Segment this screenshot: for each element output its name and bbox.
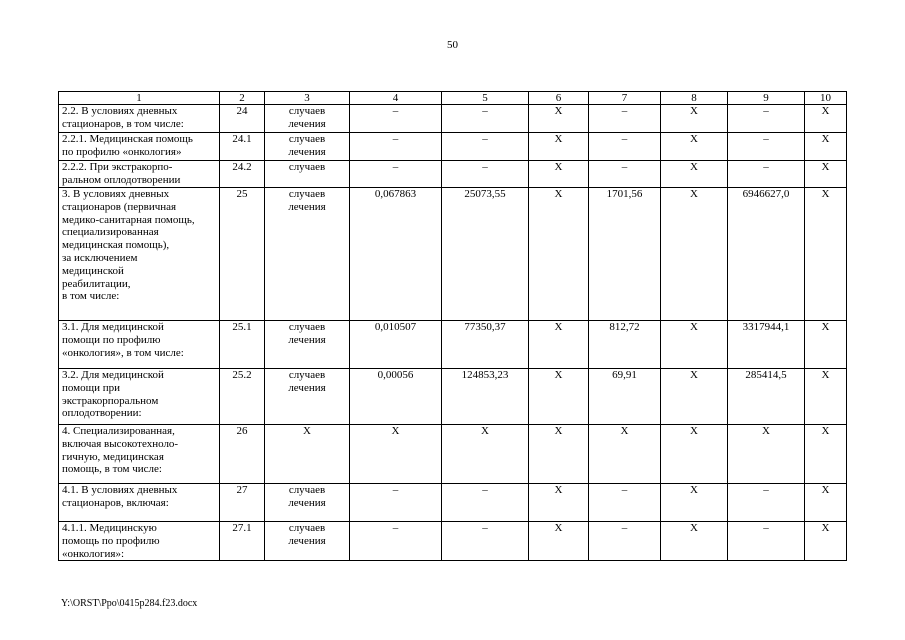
row-value-col10-cell: Х bbox=[805, 105, 847, 133]
row-value-col8-cell: Х bbox=[661, 105, 728, 133]
row-unit-cell bbox=[265, 425, 350, 484]
row-name-line: по профилю «онкология» bbox=[62, 145, 182, 158]
row-value-col8-cell: Х bbox=[661, 133, 728, 161]
column-number-2: 2 bbox=[220, 92, 265, 105]
row-name-cell bbox=[59, 522, 220, 561]
row-value-col4-cell: – bbox=[350, 161, 442, 188]
row-value-col6-cell: Х bbox=[529, 188, 589, 321]
row-code-cell: 24.2 bbox=[220, 161, 265, 188]
row-value-col6-cell: Х bbox=[529, 161, 589, 188]
row-value-col10-cell: Х bbox=[805, 161, 847, 188]
column-number-6: 6 bbox=[529, 92, 589, 105]
row-code-cell: 27.1 bbox=[220, 522, 265, 561]
row-code-cell: 24 bbox=[220, 105, 265, 133]
row-value-col7-cell: – bbox=[589, 522, 661, 561]
row-unit-cell bbox=[265, 161, 350, 188]
row-value-col10-cell: Х bbox=[805, 188, 847, 321]
row-name-line: помощи по профилю bbox=[62, 333, 161, 346]
row-name-cell bbox=[59, 484, 220, 522]
row-code-cell: 25.1 bbox=[220, 321, 265, 369]
row-unit-cell bbox=[265, 105, 350, 133]
row-name-line: 4. Специализированная, bbox=[62, 425, 175, 437]
row-unit-line: случаев bbox=[288, 484, 326, 496]
row-name-cell bbox=[59, 133, 220, 161]
row-value-col6-cell: Х bbox=[529, 133, 589, 161]
row-unit-cell bbox=[265, 188, 350, 321]
row-value-col4-cell: – bbox=[350, 484, 442, 522]
row-value-col8-cell: Х bbox=[661, 321, 728, 369]
row-name-line: медицинской bbox=[62, 264, 124, 277]
row-value-col9-cell: Х bbox=[728, 425, 805, 484]
row-name-line: помощи при bbox=[62, 381, 121, 394]
row-value-col6-cell: Х bbox=[529, 105, 589, 133]
row-unit-cell bbox=[265, 369, 350, 425]
row-value-col9-cell: 6946627,0 bbox=[728, 188, 805, 321]
row-value-col7-cell: Х bbox=[589, 425, 661, 484]
row-name-line: 4.1.1. Медицинскую bbox=[62, 522, 157, 534]
column-number-10: 10 bbox=[805, 92, 847, 105]
row-name-line: 3.2. Для медицинской bbox=[62, 369, 164, 381]
table-row bbox=[59, 522, 847, 561]
row-name-line: стационаров, в том числе: bbox=[62, 117, 184, 130]
row-unit-cell bbox=[265, 133, 350, 161]
column-number-5: 5 bbox=[442, 92, 529, 105]
row-value-col9-cell: – bbox=[728, 133, 805, 161]
row-name-line: медицинская помощь), bbox=[62, 239, 170, 252]
row-value-col9-cell: – bbox=[728, 484, 805, 522]
column-number-4: 4 bbox=[350, 92, 442, 105]
row-value-col10-cell: Х bbox=[805, 321, 847, 369]
page-number: 50 bbox=[447, 39, 458, 51]
column-number-3: 3 bbox=[265, 92, 350, 105]
row-value-col4-cell: – bbox=[350, 105, 442, 133]
table-row bbox=[59, 425, 847, 484]
row-value-col4-cell: – bbox=[350, 522, 442, 561]
table-body bbox=[59, 105, 847, 561]
row-unit-line: случаев bbox=[288, 133, 326, 145]
row-value-col8-cell: Х bbox=[661, 522, 728, 561]
row-unit-line: случаев bbox=[288, 321, 326, 333]
row-name-line: 2.2.1. Медицинская помощь bbox=[62, 133, 193, 145]
row-unit-cell bbox=[265, 522, 350, 561]
row-value-col5-cell: – bbox=[442, 105, 529, 133]
row-value-col7-cell: – bbox=[589, 133, 661, 161]
row-value-col7-cell: 69,91 bbox=[589, 369, 661, 425]
row-name-line: 2.2.2. При экстракорпо- bbox=[62, 161, 173, 173]
row-unit-line: случаев bbox=[288, 522, 326, 534]
column-number-9: 9 bbox=[728, 92, 805, 105]
row-value-col5-cell: – bbox=[442, 522, 529, 561]
row-value-col4-cell: 0,067863 bbox=[350, 188, 442, 321]
row-name-cell bbox=[59, 188, 220, 321]
row-unit-cell bbox=[265, 484, 350, 522]
row-value-col5-cell: – bbox=[442, 133, 529, 161]
table-row bbox=[59, 133, 847, 161]
table-row bbox=[59, 321, 847, 369]
row-name-cell bbox=[59, 161, 220, 188]
row-name-line: «онкология»: bbox=[62, 547, 125, 560]
table-row bbox=[59, 484, 847, 522]
row-name-line: стационаров, включая: bbox=[62, 496, 169, 509]
row-unit-line: лечения bbox=[288, 496, 326, 509]
row-unit-line: лечения bbox=[288, 534, 326, 547]
row-name-line: 2.2. В условиях дневных bbox=[62, 105, 178, 117]
row-name-line: медико-санитарная помощь, bbox=[62, 213, 195, 226]
row-code-cell: 24.1 bbox=[220, 133, 265, 161]
row-value-col6-cell: Х bbox=[529, 321, 589, 369]
row-value-col9-cell: – bbox=[728, 522, 805, 561]
document-file-path: Y:\ORST\Ppo\0415p284.f23.docx bbox=[61, 598, 198, 609]
row-name-cell bbox=[59, 369, 220, 425]
row-name-line: стационаров (первичная bbox=[62, 200, 177, 213]
row-value-col4-cell: 0,00056 bbox=[350, 369, 442, 425]
row-value-col5-cell: 77350,37 bbox=[442, 321, 529, 369]
row-unit-line: лечения bbox=[288, 200, 326, 213]
row-code-cell: 26 bbox=[220, 425, 265, 484]
row-value-col4-cell: – bbox=[350, 133, 442, 161]
row-name-cell bbox=[59, 321, 220, 369]
table-header-row bbox=[59, 92, 847, 105]
row-value-col10-cell: Х bbox=[805, 425, 847, 484]
row-unit-line: Х bbox=[303, 425, 311, 437]
row-value-col9-cell: – bbox=[728, 161, 805, 188]
row-name-line: экстракорпоральном bbox=[62, 394, 159, 407]
row-value-col9-cell: 3317944,1 bbox=[728, 321, 805, 369]
row-value-col5-cell: 124853,23 bbox=[442, 369, 529, 425]
row-value-col10-cell: Х bbox=[805, 522, 847, 561]
row-code-cell: 25.2 bbox=[220, 369, 265, 425]
row-value-col5-cell: – bbox=[442, 484, 529, 522]
row-name-line: ральном оплодотворении bbox=[62, 173, 181, 186]
row-value-col7-cell: 1701,56 bbox=[589, 188, 661, 321]
row-unit-line: лечения bbox=[288, 145, 326, 158]
row-value-col9-cell: 285414,5 bbox=[728, 369, 805, 425]
row-value-col6-cell: Х bbox=[529, 369, 589, 425]
row-value-col10-cell: Х bbox=[805, 369, 847, 425]
row-code-cell: 27 bbox=[220, 484, 265, 522]
row-name-line: специализированная bbox=[62, 226, 159, 239]
row-value-col5-cell: Х bbox=[442, 425, 529, 484]
row-value-col7-cell: – bbox=[589, 484, 661, 522]
row-name-line: помощь, в том числе: bbox=[62, 463, 162, 476]
row-name-line: 4.1. В условиях дневных bbox=[62, 484, 178, 496]
row-name-line: 3.1. Для медицинской bbox=[62, 321, 164, 333]
row-value-col8-cell: Х bbox=[661, 369, 728, 425]
row-value-col6-cell: Х bbox=[529, 484, 589, 522]
row-name-line: за исключением bbox=[62, 251, 138, 264]
row-name-line: реабилитации, bbox=[62, 277, 131, 290]
tariff-table bbox=[58, 91, 847, 561]
row-value-col8-cell: Х bbox=[661, 484, 728, 522]
row-value-col9-cell: – bbox=[728, 105, 805, 133]
column-number-8: 8 bbox=[661, 92, 728, 105]
row-unit-line: случаев bbox=[288, 188, 326, 200]
column-number-1: 1 bbox=[59, 92, 220, 105]
row-value-col10-cell: Х bbox=[805, 133, 847, 161]
row-value-col6-cell: Х bbox=[529, 522, 589, 561]
row-name-line: помощь по профилю bbox=[62, 534, 160, 547]
row-value-col4-cell: Х bbox=[350, 425, 442, 484]
row-name-line: оплодотворении: bbox=[62, 407, 142, 420]
row-value-col7-cell: – bbox=[589, 105, 661, 133]
row-value-col10-cell: Х bbox=[805, 484, 847, 522]
row-value-col7-cell: – bbox=[589, 161, 661, 188]
row-value-col5-cell: – bbox=[442, 161, 529, 188]
row-value-col8-cell: Х bbox=[661, 425, 728, 484]
row-name-line: 3. В условиях дневных bbox=[62, 188, 170, 200]
row-unit-cell bbox=[265, 321, 350, 369]
column-number-7: 7 bbox=[589, 92, 661, 105]
table-row bbox=[59, 188, 847, 321]
row-name-line: «онкология», в том числе: bbox=[62, 346, 184, 359]
row-name-line: в том числе: bbox=[62, 290, 120, 303]
table-row bbox=[59, 161, 847, 188]
row-value-col4-cell: 0,010507 bbox=[350, 321, 442, 369]
row-unit-line: лечения bbox=[288, 333, 326, 346]
table-row bbox=[59, 105, 847, 133]
row-name-line: включая высокотехноло- bbox=[62, 437, 179, 450]
row-name-cell bbox=[59, 105, 220, 133]
row-code-cell: 25 bbox=[220, 188, 265, 321]
row-value-col8-cell: Х bbox=[661, 188, 728, 321]
row-unit-line: случаев bbox=[288, 161, 326, 173]
row-name-cell bbox=[59, 425, 220, 484]
row-value-col8-cell: Х bbox=[661, 161, 728, 188]
row-unit-line: лечения bbox=[288, 381, 326, 394]
row-unit-line: случаев bbox=[288, 105, 326, 117]
table-row bbox=[59, 369, 847, 425]
row-unit-line: лечения bbox=[288, 117, 326, 130]
row-name-line: гичную, медицинская bbox=[62, 450, 164, 463]
row-value-col5-cell: 25073,55 bbox=[442, 188, 529, 321]
row-value-col7-cell: 812,72 bbox=[589, 321, 661, 369]
row-unit-line: случаев bbox=[288, 369, 326, 381]
row-value-col6-cell: Х bbox=[529, 425, 589, 484]
